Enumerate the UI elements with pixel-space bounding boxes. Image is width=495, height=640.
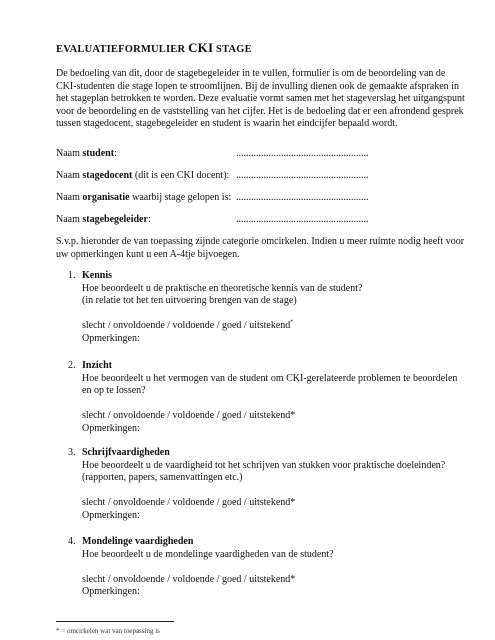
remarks-label: Opmerkingen: [82, 509, 140, 521]
item-question: Hoe beoordeelt u de vaardigheid tot het schrijven van stukken voor praktische doeleinden? [82, 459, 446, 471]
footnote-rule [56, 621, 174, 622]
fill-line[interactable]: ..................................................... [236, 170, 369, 181]
item-heading: Schrijfvaardigheden [82, 447, 170, 458]
instruction-paragraph: S.v.p. hieronder de van toepassing zijnde categorie omcirkelen. Indien u meer ruimte nodig heeft voor uw opmerkingen kunt u een A-4tje bijvoegen. [56, 236, 465, 260]
title-highlight: CKI [188, 40, 214, 55]
rating-scale[interactable]: slecht / onvoldoende / voldoende / goed / uitstekend* [82, 573, 296, 585]
remarks-label: Opmerkingen: [82, 332, 140, 344]
fill-line[interactable]: ..................................................... [236, 192, 369, 203]
remarks-label: Opmerkingen: [82, 586, 140, 597]
intro-paragraph: De bedoeling van dit, door de stagebegeleider in te vullen, formulier is om de beoordeling van de CKI-studenten die stage lopen te stroomlijnen. Bij de invulling dienen ook de gemaakte afspraken in het stageplan betrokken te worden. Deze evaluatie vormt samen met het stageverslag het uitgangspunt voor de beoordeling en de vaststelling van het cijfer. Het is de bedoeling dat er een afrondend gesprek tussen stagedocent, stagebegeleider en student is waarin het eindcijfer bepaald wordt. [56, 68, 465, 129]
item-heading: Kennis [82, 270, 113, 281]
item-number: 1. [68, 270, 76, 281]
item-question: Hoe beoordeelt u de mondelinge vaardigheden van de student? [82, 548, 334, 560]
rating-scale[interactable]: slecht / onvoldoende / voldoende / goed / uitstekend* [82, 410, 296, 421]
field-stagebegeleider: Naam stagebegeleider: ..................................................... [56, 214, 369, 225]
remarks-label: Opmerkingen: [82, 422, 140, 434]
item-heading: Inzicht [82, 360, 112, 371]
fill-line[interactable]: ..................................................... [236, 214, 369, 225]
item-note: (in relatie tot het ten uitvoering brengen van de stage) [82, 295, 297, 306]
footnote: * = omcirkelen wat van toepassing is [56, 627, 160, 635]
form-title: EVALUATIEFORMULIER CKI STAGE [56, 40, 252, 55]
item-question: Hoe beoordeelt u de praktische en theoretische kennis van de student? [82, 282, 363, 294]
item-number: 4. [68, 536, 76, 547]
rating-scale[interactable]: slecht / onvoldoende / voldoende / goed / uitstekend* [82, 497, 296, 508]
item-number: 2. [68, 360, 76, 371]
item-heading: Mondelinge vaardigheden [82, 536, 194, 547]
fill-line[interactable]: ..................................................... [236, 148, 369, 159]
item-note: (rapporten, papers, samenvattingen etc.) [82, 472, 243, 483]
field-organisatie: Naam organisatie waarbij stage gelopen is: ..................................................... [56, 192, 369, 203]
rating-scale[interactable]: slecht / onvoldoende / voldoende / goed / uitstekend* [82, 319, 294, 331]
item-number: 3. [68, 447, 76, 458]
field-student: Naam student: ..................................................... [56, 148, 369, 159]
item-question: Hoe beoordeelt u het vermogen van de student om CKI-gerelateerde problemen te beoordelen en op te lossen? [82, 372, 458, 396]
field-stagedocent: Naam stagedocent (dit is een CKI docent): ..................................................... [56, 170, 369, 181]
